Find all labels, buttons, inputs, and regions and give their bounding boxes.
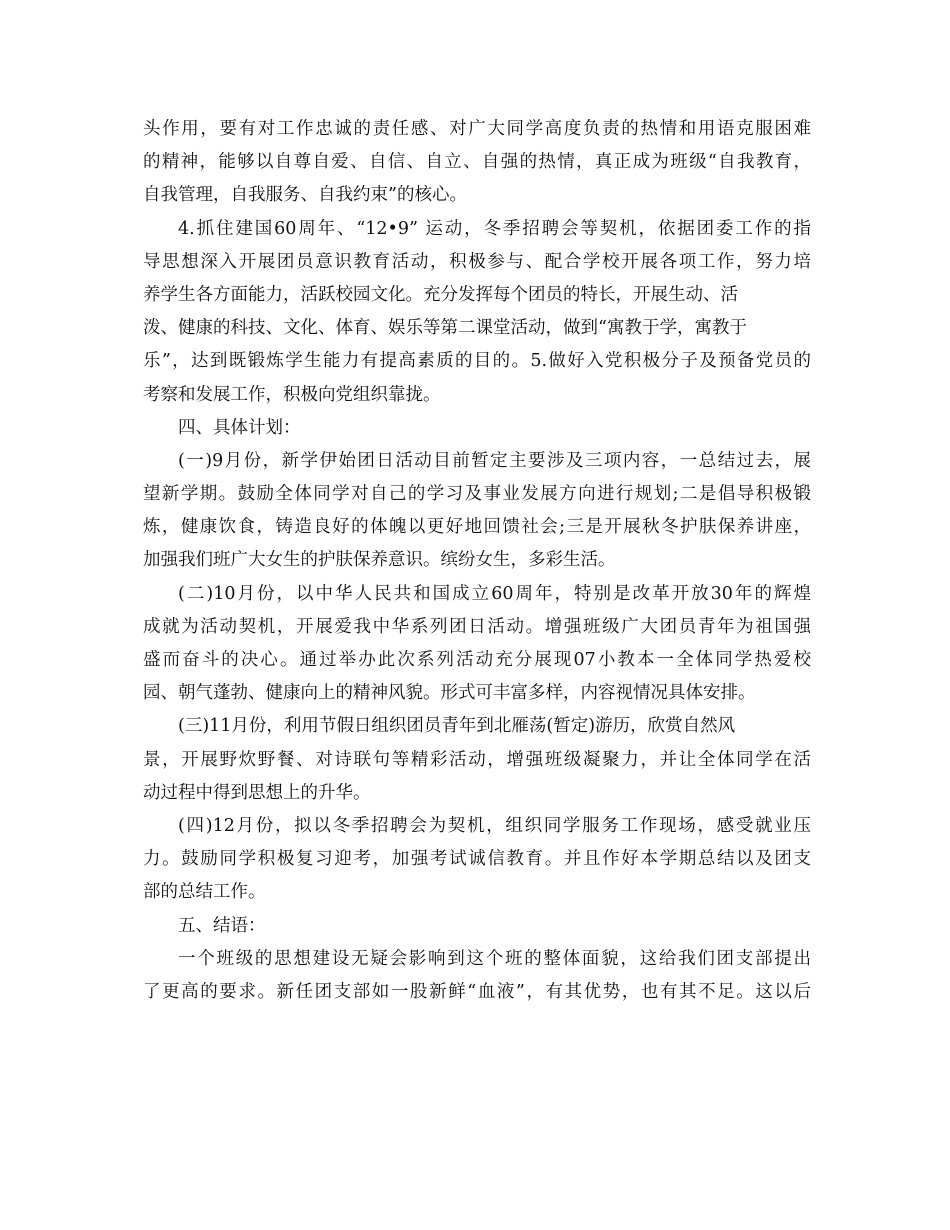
text-line: 加强我们班广大女生的护肤保养意识。缤纷女生，多彩生活。 — [143, 550, 616, 571]
text-line: (三)11月份，利用节假日组织团员青年到北雁荡(暂定)游历，欣赏自然风 — [178, 716, 736, 737]
text-line: 景，开展野炊野餐、对诗联句等精彩活动，增强班级凝聚力，并让全体同学在活 — [143, 749, 811, 770]
text-line: 乐”，达到既锻炼学生能力有提高素质的目的。5.做好入党积极分子及预备党员的 — [143, 351, 811, 372]
text-line: 的精神，能够以自尊自爱、自信、自立、自强的热情，真正成为班级“自我教育， — [143, 152, 811, 173]
text-line: 导思想深入开展团员意识教育活动，积极参与、配合学校开展各项工作，努力培 — [143, 251, 811, 272]
text-line: 部的总结工作。 — [143, 882, 266, 903]
text-line: 考察和发展工作，积极向党组织靠拢。 — [143, 384, 441, 405]
text-line: 一个班级的思想建设无疑会影响到这个班的整体面貌，这给我们团支部提出 — [178, 948, 811, 969]
text-line: 头作用，要有对工作忠诚的责任感、对广大同学高度负责的热情和用语克服困难 — [143, 119, 811, 139]
text-line: 动过程中得到思想上的升华。 — [143, 782, 371, 803]
text-line: 炼，健康饮食，铸造良好的体魄以更好地回馈社会;三是开展秋冬护肤保养讲座， — [143, 517, 811, 538]
text-line: 4.抓住建国60周年、“12•9” 运动，冬季招聘会等契机，依据团委工作的指 — [178, 218, 811, 239]
text-line: 成就为活动契机，开展爱我中华系列团日活动。增强班级广大团员青年为祖国强 — [143, 616, 811, 637]
text-line: 五、结语： — [178, 915, 266, 936]
document-body — [143, 113, 811, 1009]
text-line: 四、具体计划： — [178, 417, 301, 438]
text-line: 养学生各方面能力，活跃校园文化。充分发挥每个团员的特长，开展生动、活 — [143, 284, 738, 305]
text-line: (一)9月份，新学伊始团日活动目前暂定主要涉及三项内容，一总结过去，展 — [178, 450, 811, 471]
text-line: (二)10月份，以中华人民共和国成立60周年，特别是改革开放30年的辉煌 — [178, 583, 811, 604]
text-line: 盛而奋斗的决心。通过举办此次系列活动充分展现07小教本一全体同学热爱校 — [143, 650, 811, 670]
text-line: 园、朝气蓬勃、健康向上的精神风貌。形式可丰富多样，内容视情况具体安排。 — [143, 683, 756, 704]
text-line: 自我管理，自我服务、自我约束”的核心。 — [143, 185, 467, 206]
text-line: 力。鼓励同学积极复习迎考，加强考试诚信教育。并且作好本学期总结以及团支 — [143, 849, 811, 870]
text-line: 泼、健康的科技、文化、体育、娱乐等第二课堂活动，做到“寓教于学，寓教于 — [143, 318, 747, 339]
text-line: 望新学期。鼓励全体同学对自己的学习及事业发展方向进行规划;二是倡导积极锻 — [143, 484, 811, 505]
text-line: (四)12月份，拟以冬季招聘会为契机，组织同学服务工作现场，感受就业压 — [178, 815, 811, 836]
text-line: 了更高的要求。新任团支部如一股新鲜“血液”，有其优势，也有其不足。这以后 — [143, 981, 811, 1002]
